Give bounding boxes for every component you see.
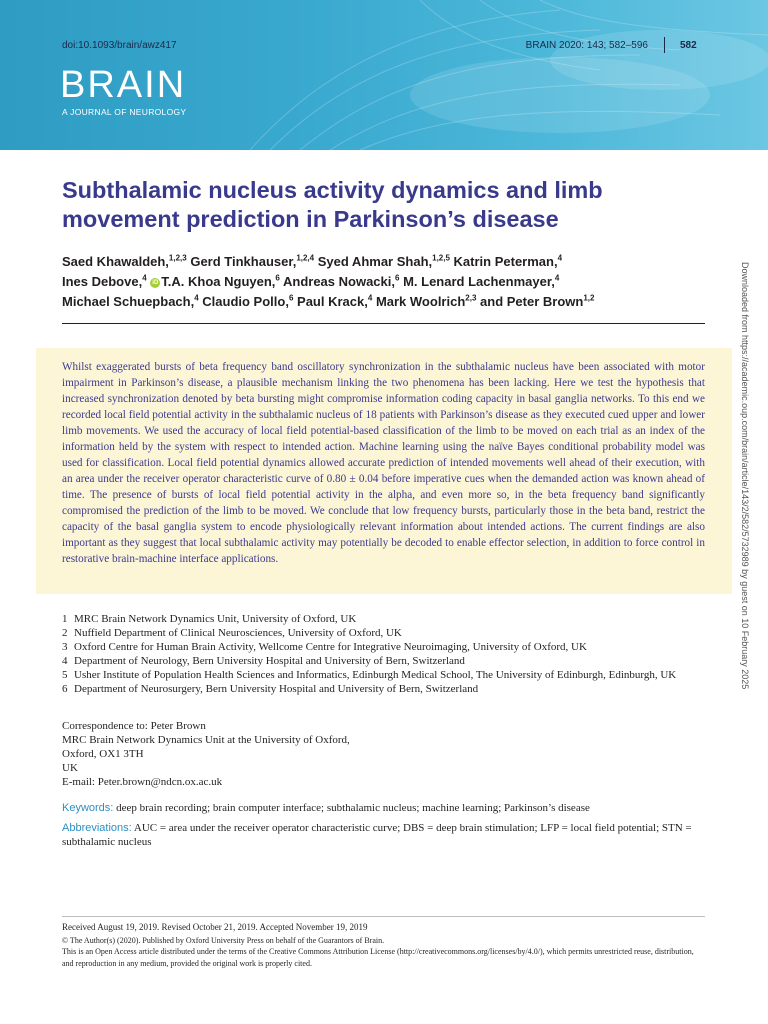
- affiliation-item: 3 Oxford Centre for Human Brain Activity, Wellcome Centre for Integrative Neuroimaging, University of Oxford, UK: [62, 641, 587, 653]
- title-rule: [62, 323, 705, 324]
- affiliation-item: 1 MRC Brain Network Dynamics Unit, University of Oxford, UK: [62, 613, 357, 625]
- journal-logo-subtitle: A JOURNAL OF NEUROLOGY: [62, 107, 187, 117]
- author[interactable]: Andreas Nowacki,$^6$: [283, 273, 400, 289]
- copyright-notice: © The Author(s) (2020). Published by Oxford University Press on behalf of the Guarantors of Brain.: [62, 935, 385, 945]
- correspondence-address: MRC Brain Network Dynamics Unit at the University of Oxford,: [62, 734, 350, 746]
- license-notice: This is an Open Access article distributed under the terms of the Creative Commons Attribution License (http://creativecommons.org/licenses/by/4.0/), which permits unrestricted reuse, distribution, and reproduction in any medium, provided the original work is properly cited.: [62, 947, 694, 968]
- author[interactable]: M. Lenard Lachenmayer,$^4$: [403, 273, 560, 289]
- author[interactable]: Syed Ahmar Shah,$^{1,2,5}$: [317, 253, 450, 269]
- correspondence: [62, 719, 705, 789]
- author[interactable]: Katrin Peterman,$^4$: [453, 253, 563, 269]
- author[interactable]: Michael Schuepbach,$^4$: [62, 293, 199, 309]
- keywords-line: [62, 801, 705, 815]
- journal-citation: BRAIN 2020: 143; 582–596: [525, 40, 648, 51]
- correspondence-address: Oxford, OX1 3TH: [62, 748, 144, 760]
- download-watermark: [738, 262, 752, 782]
- footer-rule: [62, 916, 705, 917]
- keywords-text: deep brain recording; brain computer interface; subthalamic nucleus; machine learning; Parkinson’s disease: [116, 802, 590, 814]
- author[interactable]: Ines Debove,$^4$: [62, 273, 147, 289]
- author[interactable]: iD T.A. Khoa Nguyen,$^6$: [152, 273, 280, 289]
- author-list: [62, 252, 702, 312]
- received-dates: Received August 19, 2019. Revised October 21, 2019. Accepted November 19, 2019: [62, 922, 368, 932]
- header-divider: [664, 37, 665, 53]
- footer: [62, 922, 705, 969]
- author[interactable]: Saed Khawaldeh,$^{1,2,3}$: [62, 253, 187, 269]
- correspondence-email[interactable]: E-mail: Peter.brown@ndcn.ox.ac.uk: [62, 776, 223, 788]
- affiliation-item: 5 Usher Institute of Population Health Sciences and Informatics, Edinburgh Medical School, The University of Edinburgh, Edinburgh, UK: [62, 669, 677, 681]
- author[interactable]: Paul Krack,$^4$: [297, 293, 373, 309]
- abstract-text: Whilst exaggerated bursts of beta frequency band oscillatory synchronization in the subthalamic nucleus have been associated with motor impairment in Parkinson’s disease, a plausible mechanism linking the two phenomena has been lacking. Here we test the hypothesis that increased synchronization denoted by beta bursting might compromise information coding capacity in basal ganglia networks. To this end we recorded local field potential activity in the subthalamic nucleus of 18 patients with Parkinson’s disease as they executed cued upper and lower limb movements. We used the accuracy of local field potential-based classification of the limb to be moved on each trial as an index of the information held by the system with respect to intended action. Machine learning using the naïve Bayes conditional probability model was used for classification. Local field potential dynamics allowed accurate prediction of intended movements well ahead of their execution, with an area under the receiver operator characteristic curve of 0.80 ± 0.04 before imperative cues when the demanded action was known ahead of time. The presence of bursts of local field potential activity in the alpha, and even more so, in the beta frequency band significantly compromised the prediction of the limb to be moved. We conclude that low frequency bursts, particularly those in the beta band, restrict the capacity of the basal ganglia system to encode physiologically relevant information about intended actions. The current findings are also important as they suggest that local subthalamic activity may potentially be decoded to enable effector selection, in addition to force control in restorative brain-machine interface applications.: [62, 361, 705, 565]
- doi-link[interactable]: doi:10.1093/brain/awz417: [62, 40, 177, 51]
- keywords-label: Keywords:: [62, 802, 114, 814]
- correspondence-address: UK: [62, 762, 78, 774]
- page-number: 582: [680, 40, 697, 51]
- author[interactable]: Mark Woolrich$^{2,3}$: [375, 293, 477, 309]
- author[interactable]: Claudio Pollo,$^6$: [202, 293, 294, 309]
- affiliation-item: 4 Department of Neurology, Bern University Hospital and University of Bern, Switzerland: [62, 655, 465, 667]
- abbreviations-label: Abbreviations:: [62, 822, 132, 834]
- article-title: Subthalamic nucleus activity dynamics and limb movement prediction in Parkinson’s disease: [62, 177, 603, 232]
- abbreviations-line: [62, 821, 705, 849]
- affiliation-item: 6 Department of Neurosurgery, Bern University Hospital and University of Bern, Switzerland: [62, 683, 479, 695]
- correspondence-name: Correspondence to: Peter Brown: [62, 720, 206, 732]
- abbreviations-text: AUC = area under the receiver operator characteristic curve; DBS = deep brain stimulation; LFP = local field potential; STN = subthalamic nucleus: [62, 822, 692, 848]
- keywords-section: [62, 801, 705, 849]
- affiliation-item: 2 Nuffield Department of Clinical Neurosciences, University of Oxford, UK: [62, 627, 402, 639]
- journal-logo: BRAIN: [60, 64, 187, 106]
- affiliations: [62, 612, 705, 696]
- author[interactable]: Gerd Tinkhauser,$^{1,2,4}$: [190, 253, 315, 269]
- journal-header-band: [0, 0, 768, 150]
- author[interactable]: and Peter Brown$^{1,2}$: [480, 293, 595, 309]
- download-note-text: Downloaded from https://academic.oup.com/brain/article/143/2/582/5732989 by guest on 10 February 2025: [740, 262, 750, 690]
- orcid-icon[interactable]: iD: [152, 279, 159, 286]
